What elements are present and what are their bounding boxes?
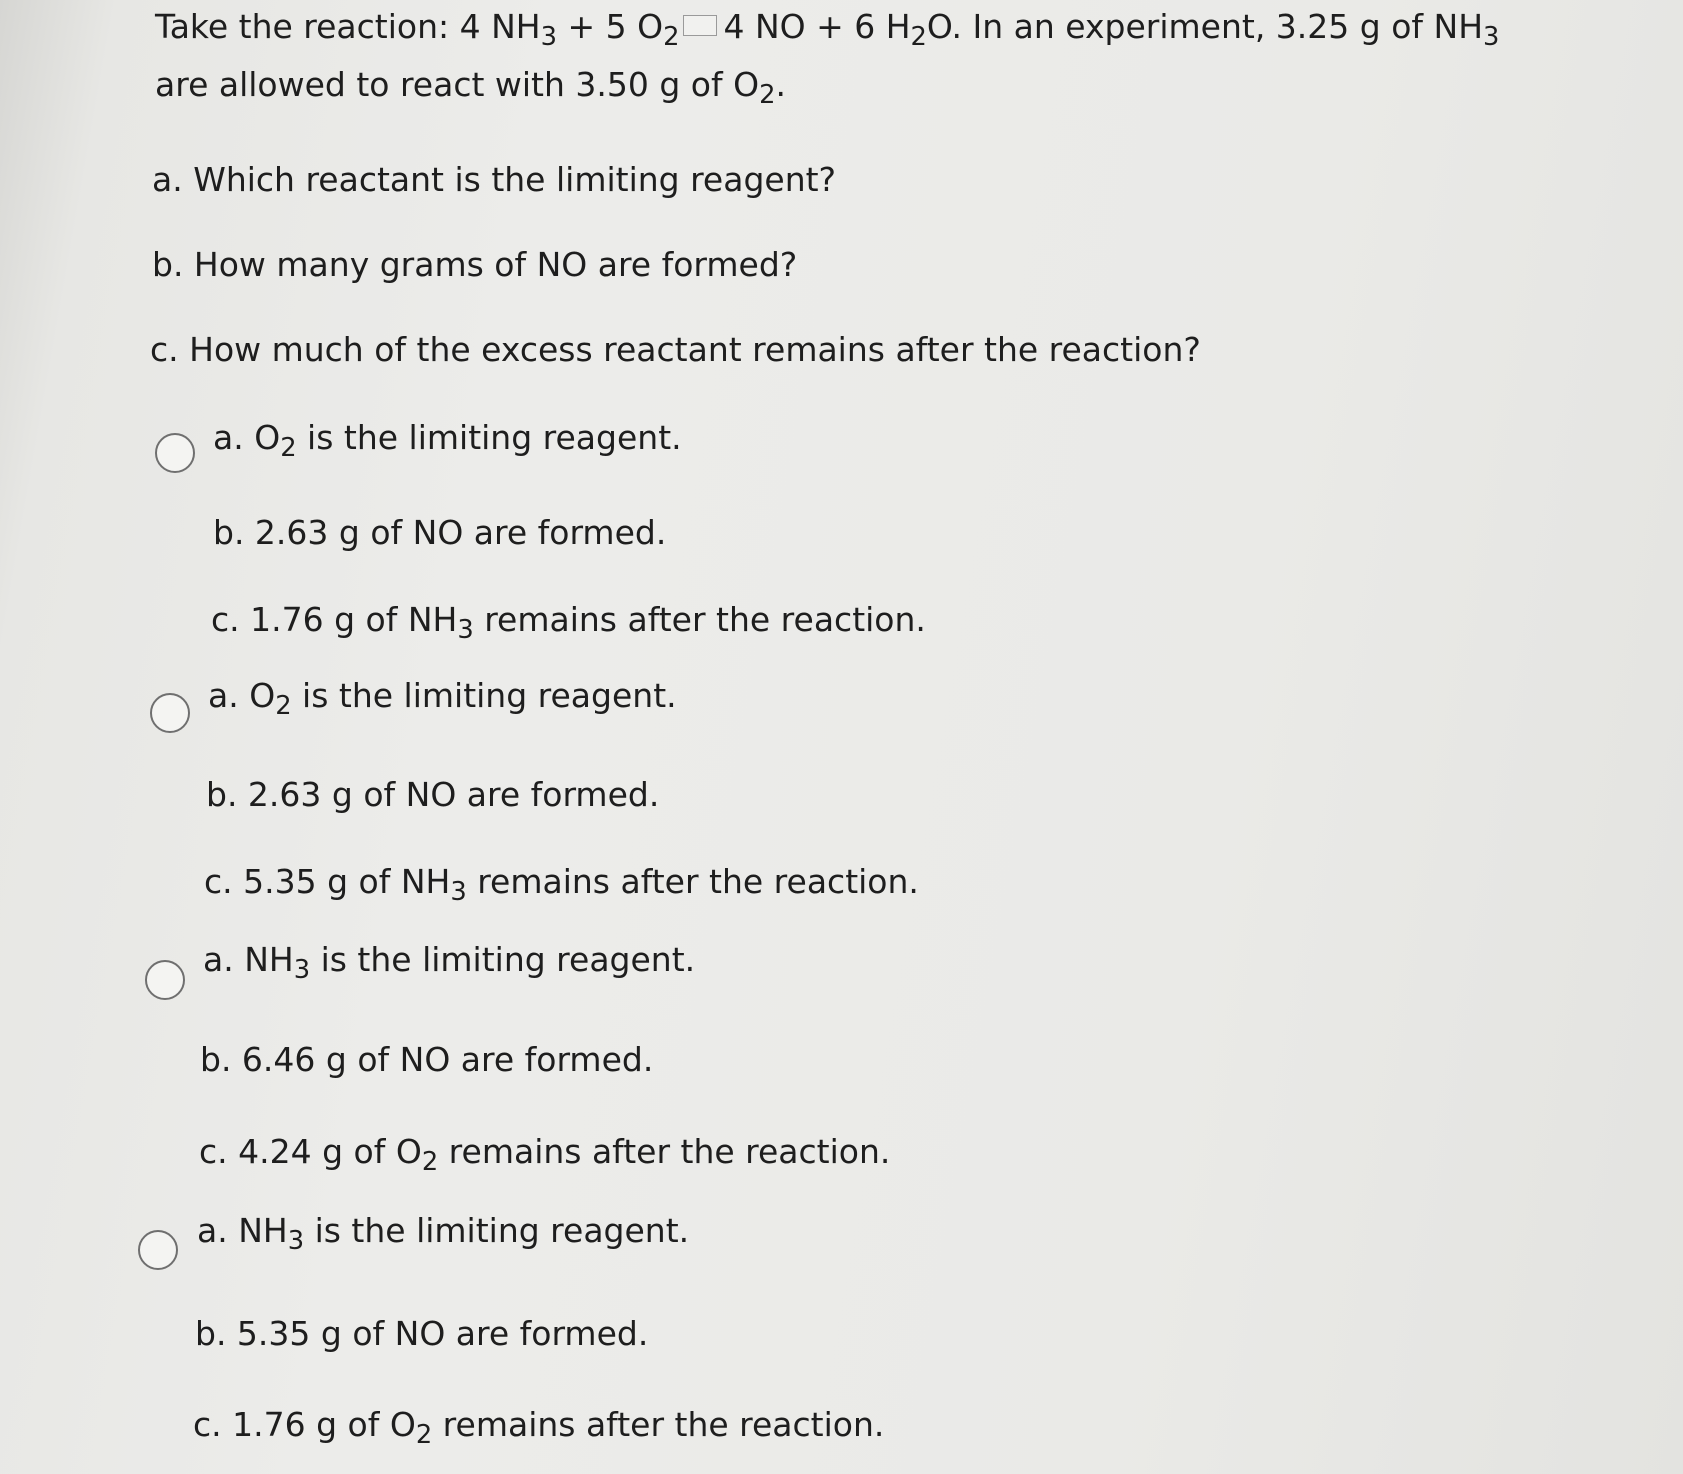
text-segment: c. 4.24 g of O: [199, 1132, 422, 1171]
text-segment: Take the reaction: 4 NH: [155, 7, 541, 46]
text-segment: a. NH: [203, 940, 294, 979]
text-segment: remains after the reaction.: [432, 1405, 885, 1444]
subscript: 2: [759, 80, 776, 111]
subscript: 3: [457, 615, 474, 646]
subscript: 3: [540, 22, 557, 53]
option-2-radio[interactable]: [150, 693, 190, 733]
text-segment: O. In an experiment, 3.25 g of NH: [926, 7, 1484, 46]
option-1-line-a: [213, 418, 682, 464]
option-2-line-c: [204, 862, 919, 908]
text-segment: a. O: [213, 418, 281, 457]
text-segment: a. O: [208, 676, 276, 715]
text-segment: c. 5.35 g of NH: [204, 862, 451, 901]
text-segment: .: [775, 65, 786, 104]
subscript: 3: [287, 1226, 305, 1257]
option-4-radio[interactable]: [138, 1230, 178, 1270]
option-3-line-c: [199, 1132, 891, 1178]
text-segment: are allowed to react with 3.50 g of O: [155, 65, 760, 104]
subscript: 2: [910, 22, 927, 53]
text-segment: remains after the reaction.: [438, 1132, 891, 1171]
text-segment: remains after the reaction.: [473, 600, 926, 639]
subscript: 2: [280, 433, 297, 464]
subscript: 3: [293, 955, 311, 986]
missing-arrow-glyph-icon: [683, 15, 717, 36]
option-3-radio[interactable]: [145, 960, 185, 1000]
option-2-line-a: [208, 676, 677, 722]
question-part-c: c. How much of the excess reactant remains after the reaction?: [150, 330, 1201, 369]
text-segment: remains after the reaction.: [466, 862, 919, 901]
option-1-line-c: [211, 600, 926, 646]
question-line-1: [155, 7, 1500, 53]
subscript: 3: [1483, 22, 1500, 53]
text-segment: 4 NO + 6 H: [723, 7, 911, 46]
text-segment: c. 1.76 g of O: [193, 1405, 416, 1444]
option-3-line-b: b. 6.46 g of NO are formed.: [200, 1040, 654, 1079]
text-segment: a. NH: [197, 1211, 288, 1250]
subscript: 3: [450, 877, 467, 908]
subscript: 2: [275, 691, 292, 722]
question-part-b: b. How many grams of NO are formed?: [152, 245, 798, 284]
text-segment: is the limiting reagent.: [291, 676, 677, 715]
text-segment: is the limiting reagent.: [304, 1211, 690, 1250]
option-2-line-b: b. 2.63 g of NO are formed.: [206, 775, 660, 814]
subscript: 2: [421, 1147, 439, 1178]
option-4-line-a: [197, 1211, 690, 1257]
option-3-line-a: [203, 940, 696, 986]
option-4-line-b: b. 5.35 g of NO are formed.: [195, 1314, 649, 1353]
question-part-a: a. Which reactant is the limiting reagent?: [152, 160, 837, 199]
text-segment: + 5 O: [556, 7, 664, 46]
text-segment: c. 1.76 g of NH: [211, 600, 458, 639]
text-segment: is the limiting reagent.: [310, 940, 696, 979]
option-1-radio[interactable]: [155, 433, 195, 473]
text-segment: is the limiting reagent.: [296, 418, 682, 457]
option-4-line-c: [193, 1405, 885, 1451]
question-line-2: [155, 65, 786, 111]
subscript: 2: [663, 22, 680, 53]
option-1-line-b: b. 2.63 g of NO are formed.: [213, 513, 667, 552]
subscript: 2: [415, 1420, 433, 1451]
